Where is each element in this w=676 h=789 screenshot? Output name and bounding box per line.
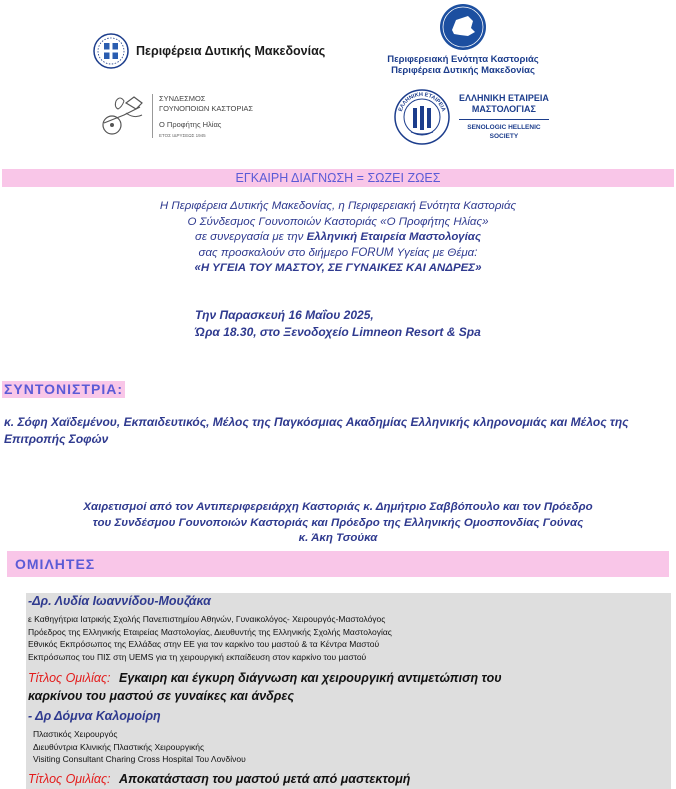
talk-title-line2: καρκίνου του μαστού σε γυναίκες και άνδρες	[28, 689, 294, 703]
coordinator-label: ΣΥΝΤΟΝΙΣΤΡΙΑ:	[4, 381, 123, 397]
intro-line2: Ο Σύνδεσμος Γουνοποιών Καστοριάς «Ο Προφήτης Ηλίας»	[187, 215, 489, 228]
speaker-1-name: -Δρ. Λυδία Ιωαννίδου-Μουζάκα	[28, 594, 211, 608]
logo-eem	[393, 86, 549, 148]
coordinator-text: κ. Σόφη Χαϊδεμένου, Εκπαιδευτικός, Μέλος της Παγκόσμιας Ακαδημίας Ελληνικής κληρονομιάς και Μέλος της Επιτροπής Σοφών	[4, 415, 629, 446]
intro-line4: σας προσκαλούν στο διήμερο FORUM Υγείας με Θέμα:	[198, 246, 478, 259]
speaker-1-desc: ε Καθηγήτρια Ιατρικής Σχολής Πανεπιστημίου Αθηνών, Γυναικολόγος- Χειρουργός-Μαστολόγος Πρόεδρος της Ελληνικής Εταιρείας Μαστολογίας, Διευθυντής της Ελληνικής Σχολής Μαστολογίας Εθνικός Εκπρόσωπος της Ελλάδας στην ΕΕ για τον καρκίνο του μαστού & τα Κέντρα Μαστού Εκπρόσωπος του ΠΙΣ στη UEMS για τη χειρουργική εκπαίδευση στον καρκίνο του μαστού	[28, 614, 392, 662]
kastoria-map-emblem-icon	[438, 2, 488, 52]
speaker-2-name: - Δρ Δόμνα Καλομοίρη	[28, 709, 161, 723]
intro-block	[0, 199, 676, 277]
slogan-banner	[2, 169, 674, 187]
greetings-block	[20, 500, 656, 547]
greetings-line2: του Συνδέσμου Γουνοποιών Καστοριάς και Πρόεδρο της Ελληνικής Ομοσπονδίας Γούνας	[92, 516, 584, 529]
talk-label: Τίτλος Ομιλίας:	[28, 671, 111, 685]
eem-line2: ΜΑΣΤΟΛΟΓΙΑΣ	[471, 104, 536, 114]
syndesmos-line2: ΓΟΥΝΟΠΟΙΩΝ ΚΑΣΤΟΡΙΑΣ	[159, 104, 254, 113]
syndesmos-line3: Ο Προφήτης Ηλίας	[159, 120, 222, 129]
prophet-elias-chariot-icon	[96, 93, 148, 139]
speaker-2-desc: Πλαστικός Χειρουργός Διευθύντρια Κλινικής Πλαστικής Χειρουργικής Visiting Consultant Charing Cross Hospital Του Λονδίνου	[33, 729, 246, 764]
society-name: Ελληνική Εταιρεία Μαστολογίας	[306, 231, 482, 243]
speaker-1-talk	[28, 669, 668, 705]
speakers-title: ΟΜΙΛΗΤΕΣ	[15, 556, 96, 572]
greetings-line1: Χαιρετισμοί από τον Αντιπεριφερειάρχη Καστοριάς κ. Δημήτριο Σαββόπουλο και τον Πρόεδρο	[83, 501, 593, 513]
svg-text:ΕΛΛΗΝΙΚΗ ΕΤΑΙΡΕΙΑ: ΕΛΛΗΝΙΚΗ ΕΤΑΙΡΕΙΑ	[397, 91, 447, 113]
event-venue: Ώρα 18.30, στο Ξενοδοχείο Limneon Resort & Spa	[195, 325, 481, 339]
kastoria-line1: Περιφερειακή Ενότητα Καστοριάς	[387, 54, 539, 65]
logo-pdm	[92, 32, 325, 70]
talk-title-line1: Αποκατάσταση του μαστού μετά από μαστεκτομή	[118, 772, 411, 786]
syndesmos-line1: ΣΥΝΔΕΣΜΟΣ	[159, 94, 206, 103]
greek-emblem-icon	[92, 32, 130, 70]
logo-syndesmos	[96, 93, 253, 139]
slogan-text: ΕΓΚΑΙΡΗ ΔΙΑΓΝΩΣΗ = ΣΩΖΕΙ ΖΩΕΣ	[235, 171, 441, 185]
kastoria-line2: Περιφέρεια Δυτικής Μακεδονίας	[391, 65, 535, 76]
eem-line4: SOCIETY	[489, 133, 519, 140]
eem-seal-icon	[393, 86, 451, 148]
talk-title-line1: Εγκαιρη και έγκυρη διάγνωση και χειρουργική αντιμετώπιση του	[118, 671, 502, 685]
eem-line1: ΕΛΛΗΝΙΚΗ ΕΤΑΙΡΕΙΑ	[459, 93, 549, 103]
intro-line3: σε συνεργασία με την Ελληνική Εταιρεία Μαστολογίας	[194, 231, 482, 243]
pdm-name: Περιφέρεια Δυτικής Μακεδονίας	[136, 44, 326, 58]
logo-kastoria	[381, 2, 545, 76]
intro-line1: Η Περιφέρεια Δυτικής Μακεδονίας, η Περιφερειακή Ενότητα Καστοριάς	[159, 200, 517, 212]
greetings-line3: κ. Άκη Τσούκα	[298, 532, 378, 544]
speaker-2-talk	[28, 770, 668, 788]
syndesmos-founded: ΕΤΟΣ ΙΔΡΥΣΕΩΣ 1945	[159, 133, 206, 138]
eem-line3: SENOLOGIC HELLENIC	[467, 124, 541, 131]
event-date: Την Παρασκευή 16 Μαΐου 2025,	[195, 308, 374, 322]
speakers-header	[7, 551, 669, 577]
forum-theme: «Η ΥΓΕΙΑ ΤΟΥ ΜΑΣΤΟΥ, ΣΕ ΓΥΝΑΙΚΕΣ ΚΑΙ ΑΝΔΡΕΣ»	[194, 262, 482, 274]
talk-label: Τίτλος Ομιλίας:	[28, 772, 111, 786]
